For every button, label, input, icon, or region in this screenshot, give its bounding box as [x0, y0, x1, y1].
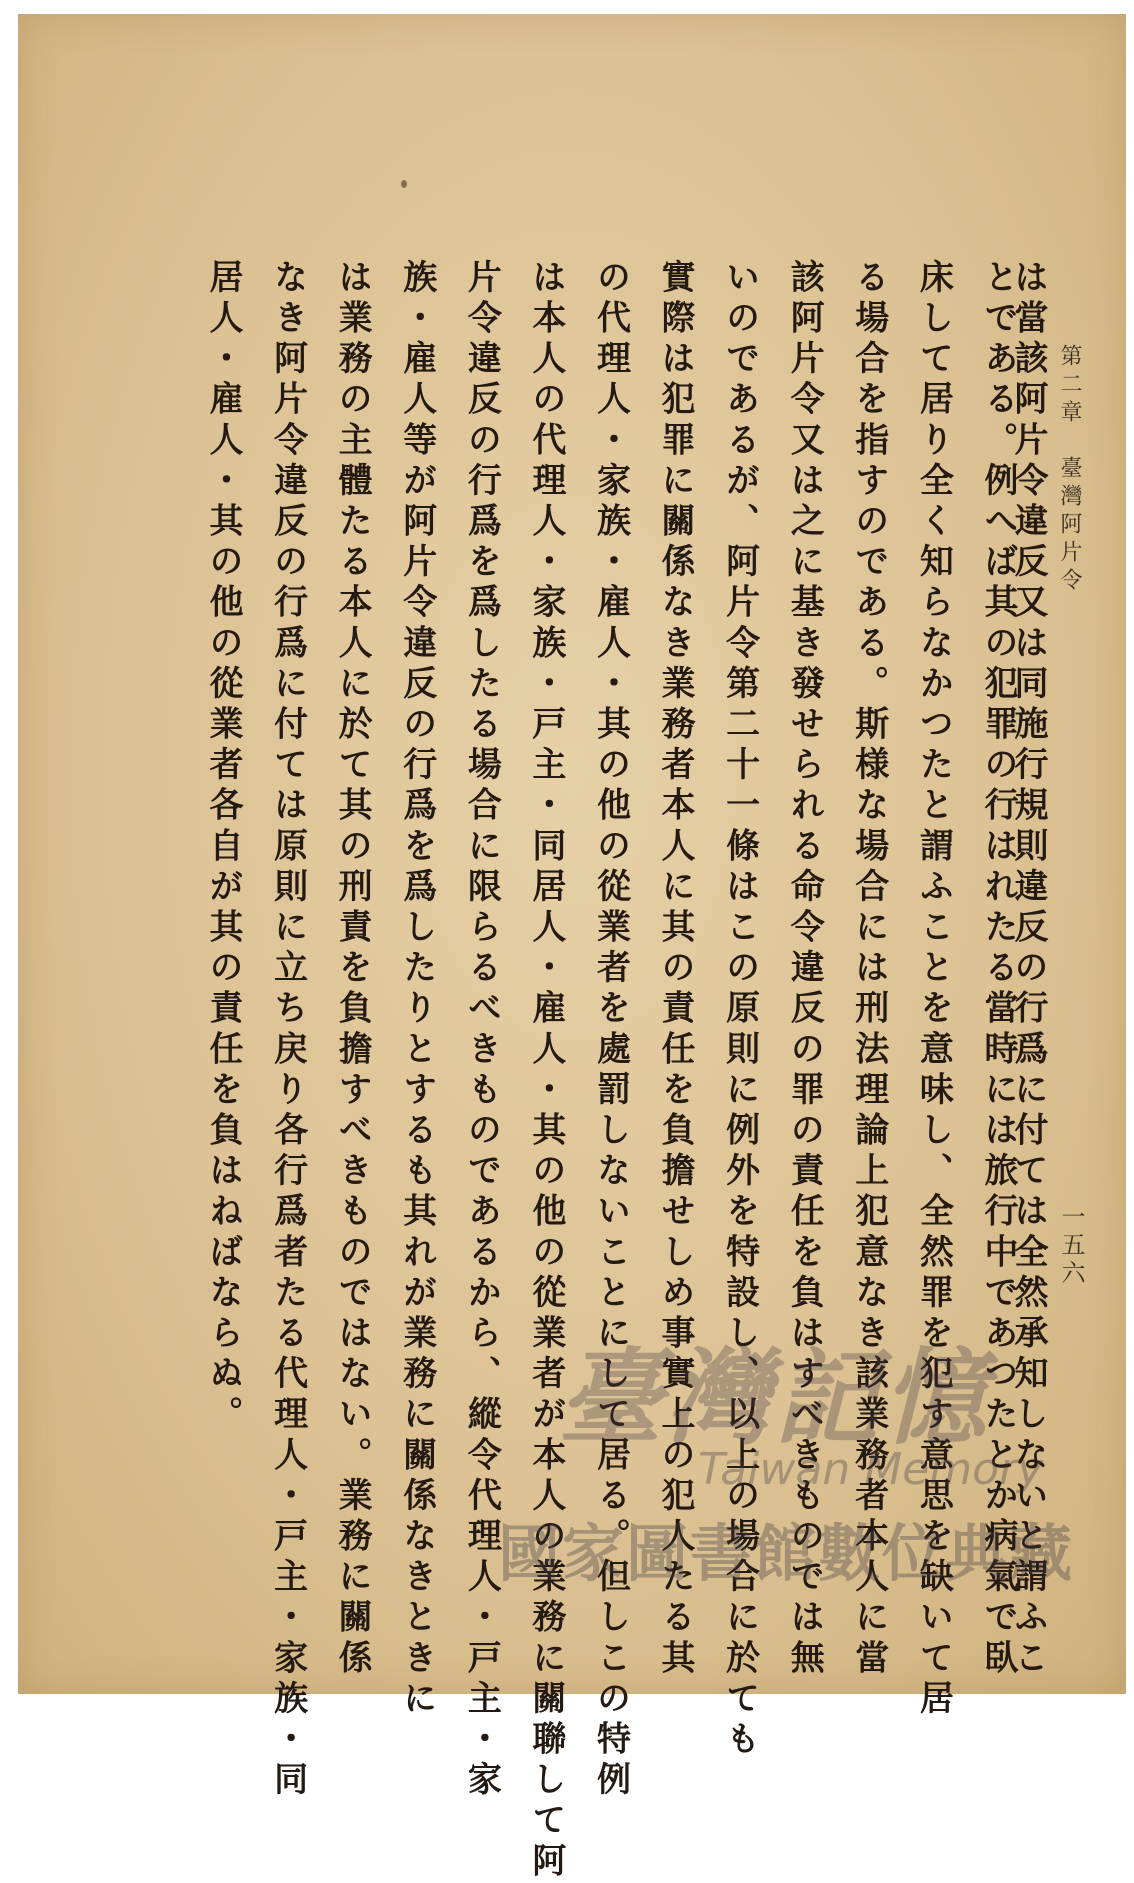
text-column: いのであるが、阿片令第二十一條はこの原則に例外を特設し、以上の場合に於ても [719, 259, 760, 1762]
text-column: とである。例へば其の犯罪の行はれたる當時には旅行中であつたとか病氣で臥 [977, 259, 1018, 1680]
watermark-calligraphy: 臺灣記憶 [558, 1336, 991, 1459]
text-column: は本人の代理人・家族・戸主・同居人・雇人・其の他の從業者が本人の業務に關聯して阿 [525, 259, 566, 1883]
text-column: 居人・雇人・其の他の從業者各自が其の責任を負はねばならぬ。 [203, 259, 243, 1437]
running-head: 第二章 臺灣阿片令 [1057, 344, 1082, 596]
body-text [203, 259, 1018, 1883]
ink-fleck [401, 180, 407, 188]
text-column: は業務の主體たる本人に於て其の刑責を負擔すべきものではない。業務に關係 [332, 259, 373, 1680]
scanned-page [18, 14, 1126, 1883]
text-column: 片令違反の行爲を爲したる場合に限らるべきものであるから、縱令代理人・戸主・家 [461, 259, 502, 1802]
text-column: 實際は犯罪に關係なき業務者本人に其の責任を負擔せしめ事實上の犯人たる其 [655, 259, 696, 1680]
watermark-latin: Taiwan Memory [698, 1444, 1044, 1495]
text-column: 床して居り全く知らなかつたと謂ふことを意味し、全然罪を犯す意思を缺いて居 [913, 259, 954, 1721]
text-column: 該阿片令又は之に基き發せられる命令違反の罪の責任を負はすべきものでは無 [784, 259, 825, 1680]
text-column: の代理人・家族・雇人・其の他の從業者を處罰しないことにして居る。但しこの特例 [590, 259, 631, 1802]
text-column: 族・雇人等が阿片令違反の行爲を爲したりとするも其れが業務に關係なきときに [396, 259, 437, 1721]
text-column: なき阿片令違反の行爲に付ては原則に立ち戻り各行爲者たる代理人・戸主・家族・同 [267, 259, 308, 1802]
watermark-library: 國家圖書館數位典藏 [498, 1517, 1075, 1590]
text-column: る場合を指すのである。斯様な場合には刑法理論上犯意なき該業務者本人に當 [848, 259, 889, 1680]
text-column-first: は當該阿片令違反又は同施行規則違反の行爲に付ては全然承知しないと謂ふこ [1008, 259, 1048, 1680]
page-number: 一五六 [1057, 1204, 1085, 1288]
